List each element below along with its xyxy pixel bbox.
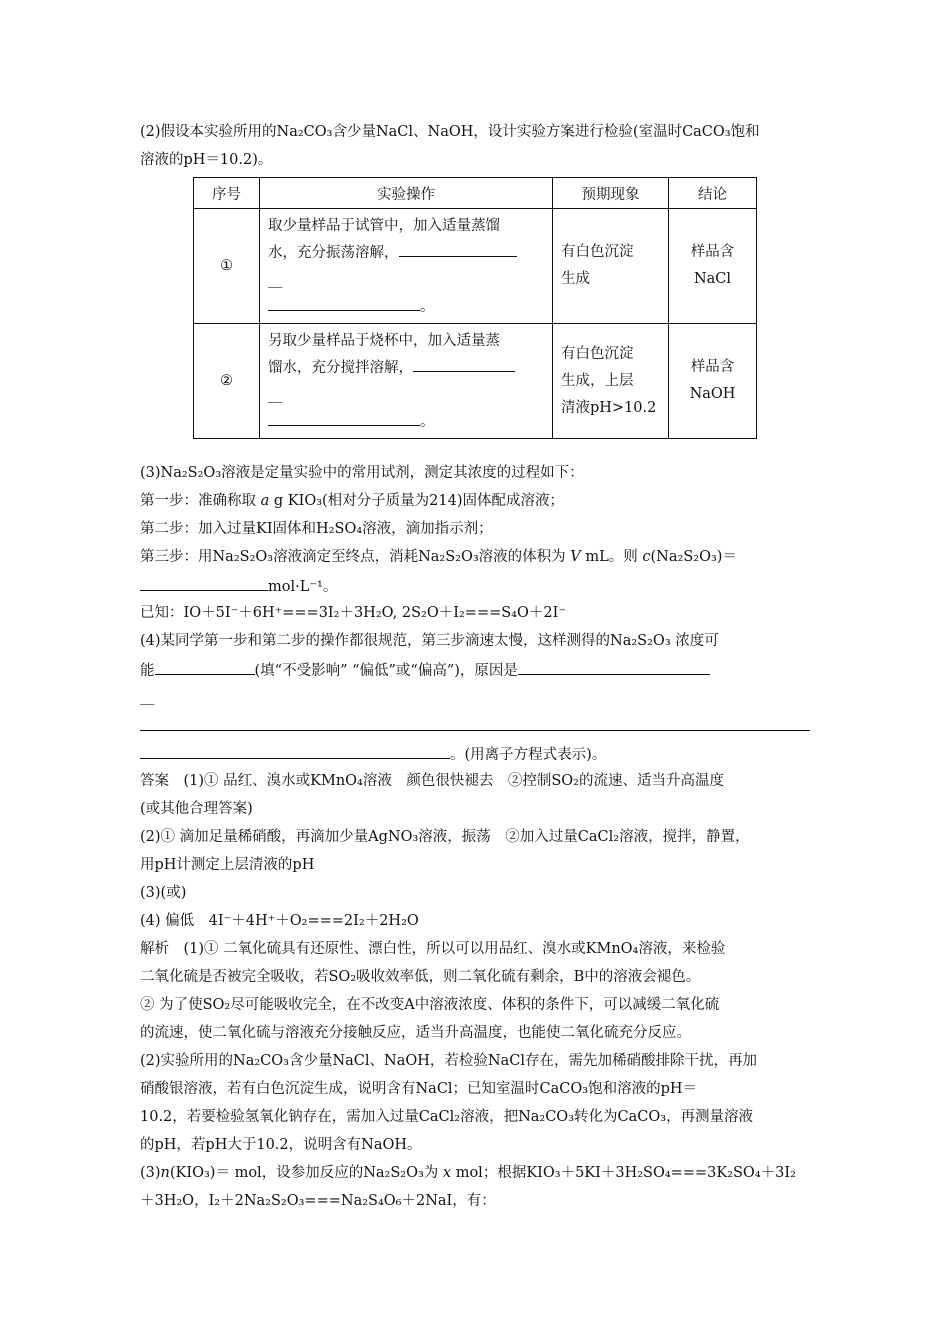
operation-text: 水，充分振荡溶解， <box>268 245 399 261</box>
analysis-line: ② 为了使SO₂尽可能吸收完全，在不改变A中溶液浓度、体积的条件下，可以减缓二氧化硫 <box>140 997 720 1013</box>
answer-blank[interactable] <box>413 356 515 372</box>
amount-symbol: n <box>160 1165 170 1181</box>
experiment-table <box>193 177 757 439</box>
operation-text: 取少量样品于试管中，加入适量蒸馏 <box>268 218 500 234</box>
q4-line3: __ <box>140 689 155 705</box>
answer-blank[interactable] <box>268 295 420 311</box>
q4-text: 。(用离子方程式表示)。 <box>450 747 607 763</box>
q3-known: 已知：IO＋5I⁻＋6H⁺===3I₂＋3H₂O, 2S₂O＋I₂===S₄O＋2I⁻ <box>140 605 566 621</box>
analysis-text: mol；根据KIO₃＋5KI＋3H₂SO₄===3K₂SO₄＋3I₂ <box>451 1165 796 1181</box>
conclusion-text: NaOH <box>689 386 736 402</box>
step3-text: (Na₂S₂O₃)＝ <box>650 549 737 565</box>
answer-blank[interactable] <box>140 575 268 591</box>
phenomenon-text: 有白色沉淀 <box>561 244 634 260</box>
concentration-symbol: c <box>642 549 651 565</box>
conclusion-text: 样品含 <box>690 244 735 260</box>
answer-blank[interactable] <box>140 743 450 759</box>
period-text: 。 <box>420 299 435 315</box>
step3-text: 第三步：用Na₂S₂O₃溶液滴定至终点，消耗Na₂S₂O₃溶液的体积为 <box>140 549 566 565</box>
answer-line: (或其他合理答案) <box>140 801 253 817</box>
header-cell: 序号 <box>194 178 260 209</box>
conclusion-text: NaCl <box>693 271 732 287</box>
operation-line <box>268 294 546 321</box>
header-cell: 结论 <box>669 178 757 209</box>
period-text: 。 <box>420 414 435 430</box>
q3-step1 <box>140 491 564 511</box>
analysis-line: 的pH，若pH大于10.2，说明含有NaOH。 <box>140 1137 422 1153</box>
phenomenon-cell <box>553 324 669 439</box>
q4-line5 <box>140 743 606 765</box>
q2-line1: (2)假设本实验所用的Na₂CO₃含少量NaCl、NaOH，设计实验方案进行检验(室温时CaCO₃饱和 <box>140 124 760 140</box>
mass-variable: a <box>260 493 270 509</box>
analysis-line <box>140 1163 796 1183</box>
q4-text: (填“不受影响” “偏低”或“偏高”)，原因是 <box>254 663 518 679</box>
header-cell: 预期现象 <box>553 178 669 209</box>
row-number: ② <box>194 324 260 439</box>
analysis-line: 的流速，使二氧化硫与溶液充分接触反应，适当升高温度，也能使二氧化硫充分反应。 <box>140 1025 691 1041</box>
table-header-row <box>194 178 757 209</box>
answer-line: (2)① 滴加足量稀硝酸，再滴加少量AgNO₃溶液，振荡 ②加入过量CaCl₂溶液，搅拌，静置， <box>140 829 750 845</box>
analysis-text: (KIO₃)＝ mol，设参加反应的Na₂S₂O₃为 <box>169 1165 439 1181</box>
unknown-variable: x <box>442 1165 452 1181</box>
q4-text: 能 <box>140 663 155 679</box>
operation-line <box>268 355 546 382</box>
analysis-line: ＋3H₂O，I₂＋2Na₂S₂O₃===Na₂S₄O₆＋2NaI，有： <box>140 1193 496 1209</box>
analysis-line: (2)实验所用的Na₂CO₃含少量NaCl、NaOH，若检验NaCl存在，需先加稀硝酸排除干扰，再加 <box>140 1053 757 1069</box>
step3-text: mL。则 <box>580 549 643 565</box>
answer-blank[interactable] <box>399 241 517 257</box>
conclusion-text: 样品含 <box>690 359 735 375</box>
operation-line <box>268 240 546 267</box>
operation-cell <box>260 209 553 324</box>
volume-variable: V <box>570 549 581 565</box>
answer-line: 用pH计测定上层清液的pH <box>140 857 315 873</box>
analysis-line: 硝酸银溶液，若有白色沉淀生成，说明含有NaCl；已知室温时CaCO₃饱和溶液的pH＝ <box>140 1081 698 1097</box>
row-number: ① <box>194 209 260 324</box>
q3-intro: (3)Na₂S₂O₃溶液是定量实验中的常用试剂，测定其浓度的过程如下： <box>140 465 584 481</box>
answer-line: 答案 (1)① 品红、溴水或KMnO₄溶液 颜色很快褪去 ②控制SO₂的流速、适当升高温度 <box>140 773 724 789</box>
operation-blank-continued: __ <box>268 272 283 288</box>
operation-cell <box>260 324 553 439</box>
answer-blank[interactable] <box>518 659 710 675</box>
analysis-line: 解析 (1)① 二氧化硫具有还原性、漂白性，所以可以用品红、溴水或KMnO₄溶液，来检验 <box>140 941 726 957</box>
unit-text: mol·L⁻¹。 <box>268 579 338 595</box>
answer-blank[interactable] <box>268 410 420 426</box>
step1-text: 第一步：准确称取 <box>140 493 256 509</box>
q3-step3 <box>140 547 737 567</box>
phenomenon-cell <box>553 209 669 324</box>
phenomenon-text: 生成，上层 <box>561 372 634 389</box>
table-row <box>194 209 757 324</box>
operation-text: 馏水，充分搅拌溶解， <box>268 360 413 376</box>
q4-line4 <box>140 715 810 737</box>
conclusion-cell <box>669 209 757 324</box>
q4-line1: (4)某同学第一步和第二步的操作都很规范，第三步滴速太慢，这样测得的Na₂S₂O₃ 浓度可 <box>140 633 719 649</box>
conclusion-cell <box>669 324 757 439</box>
header-cell: 实验操作 <box>260 178 553 209</box>
analysis-line: 二氧化硫是否被完全吸收，若SO₂吸收效率低，则二氧化硫有剩余，B中的溶液会褪色。 <box>140 969 701 985</box>
q4-line2 <box>140 659 710 681</box>
operation-text: 另取少量样品于烧杯中，加入适量蒸 <box>268 333 500 349</box>
table-row <box>194 324 757 439</box>
answer-line: (3)(或) <box>140 885 187 901</box>
q3-step2: 第二步：加入过量KI固体和H₂SO₄溶液，滴加指示剂； <box>140 521 493 537</box>
q2-line2: 溶液的pH＝10.2)。 <box>140 152 273 168</box>
q3-answer-line <box>140 575 337 597</box>
phenomenon-text: 有白色沉淀 <box>561 345 634 362</box>
answer-line: (4) 偏低 4I⁻＋4H⁺＋O₂===2I₂＋2H₂O <box>140 913 419 929</box>
step1-text: g KIO₃(相对分子质量为214)固体配成溶液； <box>269 493 565 509</box>
operation-blank-continued: __ <box>268 387 283 403</box>
phenomenon-text: 清液pH>10.2 <box>561 399 657 416</box>
operation-line <box>268 409 546 436</box>
answer-blank[interactable] <box>155 659 255 675</box>
answer-blank[interactable] <box>140 715 810 731</box>
analysis-line: 10.2，若要检验氢氧化钠存在，需加入过量CaCl₂溶液，把Na₂CO₃转化为CaCO₃，再测量溶液 <box>140 1109 754 1125</box>
phenomenon-text: 生成 <box>561 271 590 287</box>
analysis-text: (3) <box>140 1165 161 1181</box>
